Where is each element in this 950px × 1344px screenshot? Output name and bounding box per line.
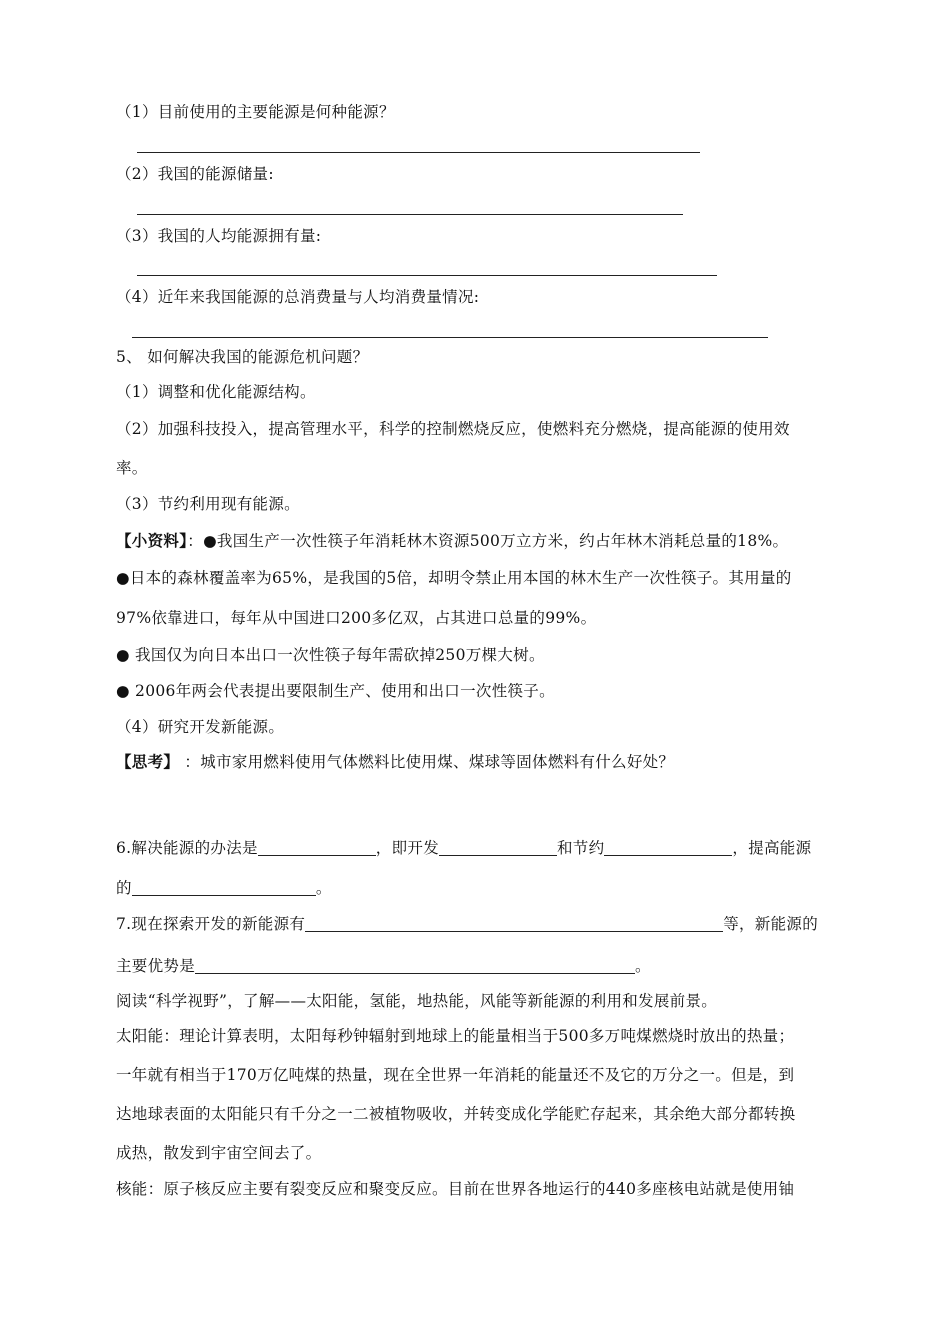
solar-line-3: 达地球表面的太阳能只有千分之一二被植物吸收，并转变成化学能贮存起来，其余绝大部分都转换 [116, 1105, 796, 1123]
q6-text-3: 和节约 [557, 839, 605, 857]
q7-line-2 [116, 955, 651, 977]
answer-line-q4-1[interactable] [137, 152, 700, 153]
q5-measure-4: （4）研究开发新能源。 [116, 718, 285, 736]
q6-text-6: 。 [315, 879, 332, 897]
solar-line-1: 太阳能：理论计算表明，太阳每秒钟辐射到地球上的能量相当于500多万吨煤燃烧时放出的热量； [116, 1027, 795, 1045]
q7-text-4: 。 [635, 957, 651, 975]
q6-blank-3[interactable] [604, 839, 732, 856]
answer-line-q4-2[interactable] [137, 214, 683, 215]
q6-text-1: 6.解决能源的办法是 [116, 839, 258, 857]
q7-blank-1[interactable] [305, 915, 565, 932]
solar-line-4: 成热，散发到宇宙空间去了。 [116, 1144, 322, 1162]
q5-measure-3: （3）节约利用现有能源。 [116, 495, 300, 513]
q7-line-1 [116, 913, 818, 935]
q6-line-1 [116, 837, 811, 859]
info-label: 【小资料】 [116, 531, 188, 550]
info-line-2: ●日本的森林覆盖率为65%，是我国的5倍，却明令禁止用本国的林木生产一次性筷子。其用量的 [116, 569, 792, 587]
q7-blank-2[interactable] [565, 915, 723, 932]
q7-text-3: 主要优势是 [116, 957, 196, 975]
q5-measure-1: （1）调整和优化能源结构。 [116, 383, 316, 401]
q6-text-4: ，提高能源 [732, 839, 812, 857]
q4-item-4: （4）近年来我国能源的总消费量与人均消费量情况: [116, 288, 480, 306]
q7-text-2: 等，新能源的 [723, 915, 819, 933]
q4-item-1: （1）目前使用的主要能源是何种能源？ [116, 103, 395, 121]
q6-text-2: ，即开发 [375, 839, 439, 857]
q5-title: 5、 如何解决我国的能源危机问题？ [116, 348, 369, 366]
q6-line-2 [116, 877, 332, 899]
info-line-3: 97%依靠进口，每年从中国进口200多亿双，占其进口总量的99%。 [116, 609, 597, 627]
info-line-1 [116, 530, 788, 552]
q6-blank-4[interactable] [132, 879, 316, 896]
q5-measure-2-line-1: （2）加强科技投入，提高管理水平，科学的控制燃烧反应，使燃料充分燃烧，提高能源的使用效 [116, 420, 790, 438]
info-text-1: ：●我国生产一次性筷子年消耗林木资源500万立方米，约占年林木消耗总量的18%。 [187, 532, 789, 550]
think-line [116, 751, 674, 773]
solar-line-2: 一年就有相当于170万亿吨煤的热量，现在全世界一年消耗的能量还不及它的万分之一。但是，到 [116, 1066, 795, 1084]
nuclear-line-1: 核能：原子核反应主要有裂变反应和聚变反应。目前在世界各地运行的440多座核电站就是使用铀 [116, 1180, 795, 1198]
q4-item-2: （2）我国的能源储量: [116, 165, 274, 183]
answer-line-q4-4[interactable] [132, 337, 768, 338]
q4-item-3: （3）我国的人均能源拥有量: [116, 227, 322, 245]
answer-line-q4-3[interactable] [137, 275, 717, 276]
q6-blank-1[interactable] [258, 839, 376, 856]
q7-blank-3[interactable] [195, 957, 635, 974]
think-label: 【思考】 [116, 752, 180, 771]
info-line-4: ● 我国仅为向日本出口一次性筷子每年需砍掉250万棵大树。 [116, 646, 545, 664]
q6-text-5: 的 [116, 879, 132, 897]
q7-text-1: 7.现在探索开发的新能源有 [116, 915, 306, 933]
info-line-5: ● 2006年两会代表提出要限制生产、使用和出口一次性筷子。 [116, 682, 555, 700]
reading-intro: 阅读“科学视野”，了解——太阳能，氢能，地热能，风能等新能源的利用和发展前景。 [116, 992, 718, 1010]
think-text: ：城市家用燃料使用气体燃料比使用煤、煤球等固体燃料有什么好处？ [179, 753, 675, 771]
q5-measure-2-line-2: 率。 [116, 459, 148, 477]
q6-blank-2[interactable] [439, 839, 557, 856]
